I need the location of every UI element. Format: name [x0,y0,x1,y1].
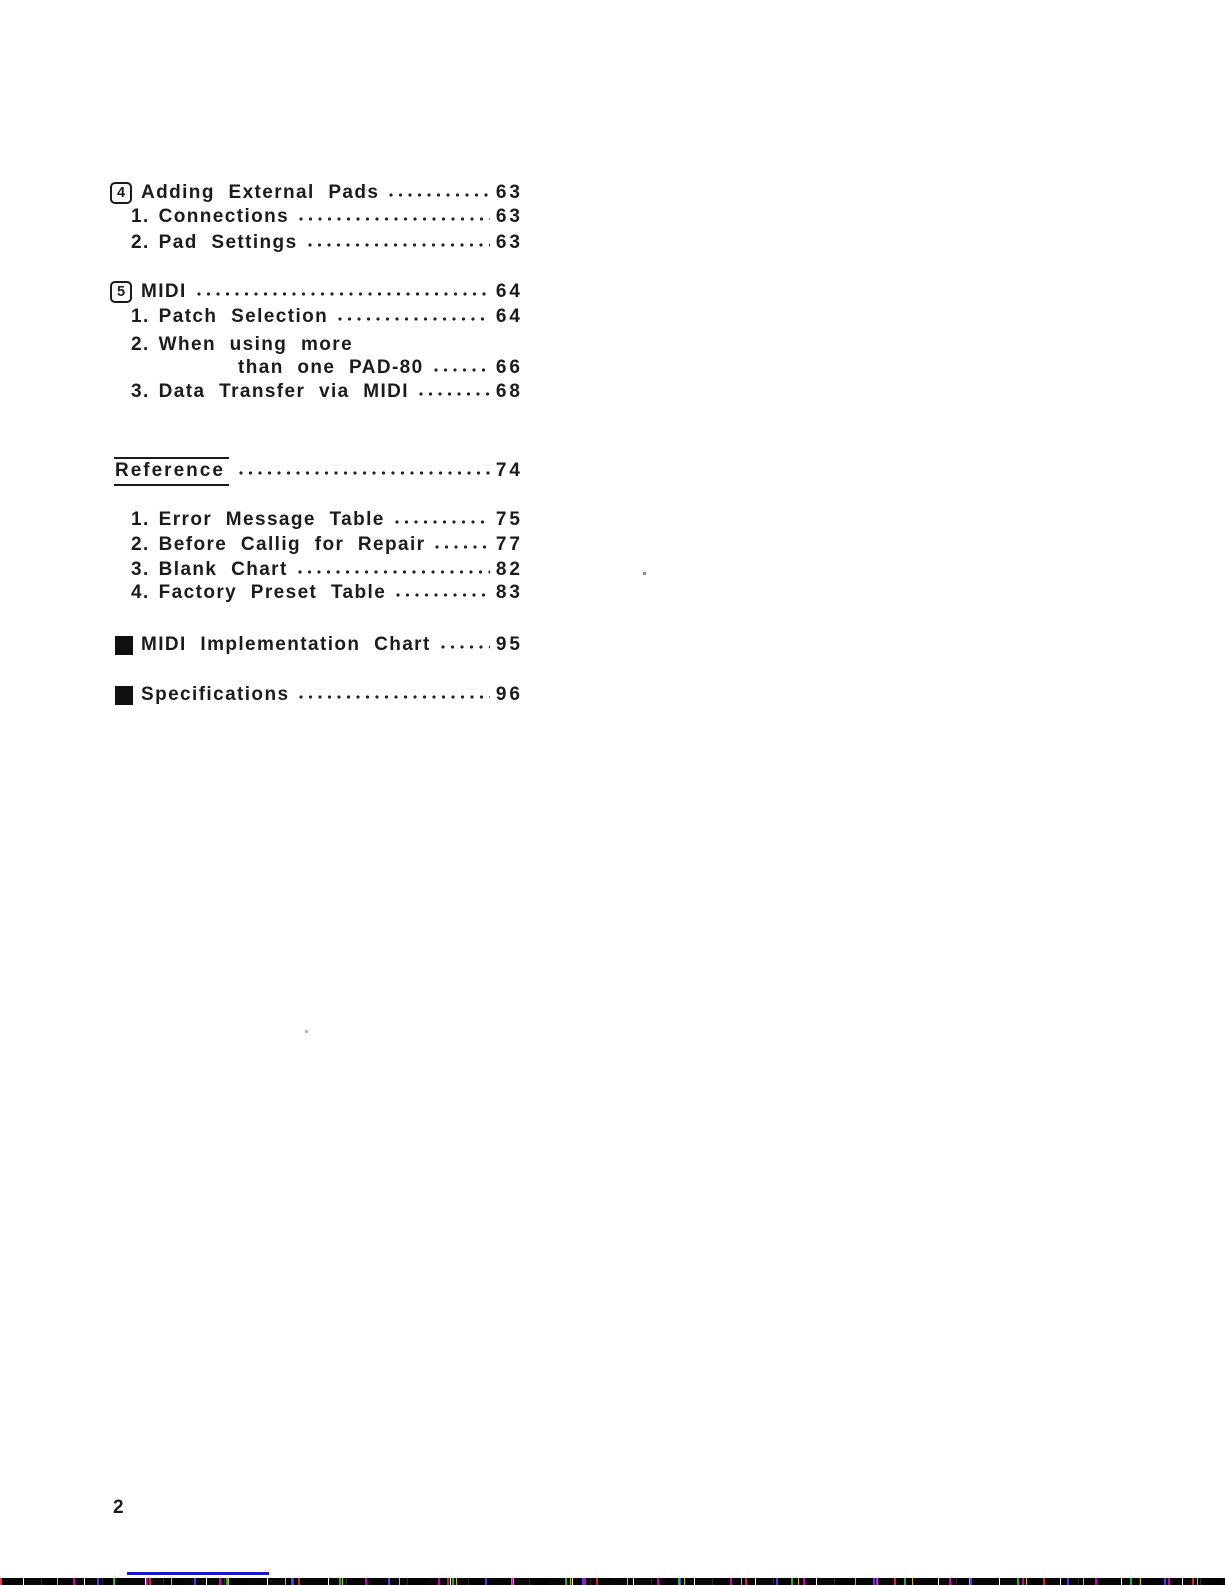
page-number: 63 [495,232,523,253]
page-number: 64 [495,306,523,327]
toc-entry-blank-chart [131,558,523,582]
page-number: 75 [495,509,523,530]
page-number: 82 [495,559,523,580]
scan-blue-line-artifact [127,1572,269,1575]
dot-leader [395,520,490,524]
item-number: 3. [131,381,150,402]
dot-leader [434,368,490,372]
dot-leader [239,471,490,475]
toc-entry-connections [131,205,523,229]
section-number-box: 5 [110,281,132,303]
dot-leader [197,292,490,296]
toc-entry-label: Before Callig for Repair [158,534,426,555]
page-number: 74 [495,460,523,481]
page-number: 63 [495,182,523,203]
toc-entry-label: Adding External Pads [141,182,380,203]
page-number: 64 [495,281,523,302]
toc-entry-label: Blank Chart [158,559,288,580]
toc-entry-adding-external-pads [110,181,523,205]
page-number: 95 [495,634,523,655]
toc-entry-than-one-pad-80 [238,356,523,380]
toc-entry-label: MIDI Implementation Chart [141,634,431,655]
toc-entry-label: Data Transfer via MIDI [158,381,409,402]
dot-leader [308,243,490,247]
page-number: 68 [495,381,523,402]
footer-page-number: 2 [113,1497,124,1518]
page-number: 63 [495,206,523,227]
toc-entry-label: Factory Preset Table [158,582,387,603]
dot-leader [396,593,490,597]
page-number: 77 [495,534,523,555]
scan-speck [305,1030,308,1033]
page-number: 66 [495,357,523,378]
item-number: 3. [131,559,150,580]
toc-entry-factory-preset-table [131,581,523,605]
scan-edge-noise-bar [0,1578,1225,1585]
section-number-box: 4 [110,182,132,204]
black-square-bullet-icon [115,686,133,705]
toc-entry-midi [110,280,523,304]
reference-heading: Reference [114,457,229,486]
page-number: 96 [495,684,523,705]
toc-entry-label: Connections [158,206,290,227]
toc-entry-label: Specifications [141,684,290,705]
toc-entry-label: than one PAD-80 [238,357,424,378]
item-number: 2. [131,534,150,555]
page-number: 83 [495,582,523,603]
toc-entry-before-callig-for-repair [131,533,523,557]
dot-leader [435,545,489,549]
toc-entry-data-transfer-via-midi [131,380,523,404]
dot-leader [298,570,490,574]
dot-leader [299,695,489,699]
item-number: 2. [131,334,150,355]
dot-leader [441,645,490,649]
toc-entry-when-using-more [131,333,523,357]
item-number: 1. [131,306,150,327]
dot-leader [299,217,490,221]
toc-entry-label: MIDI [141,281,187,302]
toc-entry-reference [114,457,523,485]
item-number: 4. [131,582,150,603]
item-number: 2. [131,232,150,253]
dot-leader [419,392,490,396]
toc-entry-midi-implementation-chart [115,633,523,657]
toc-entry-pad-settings [131,231,523,255]
toc-entry-specifications [115,683,523,707]
toc-entry-label: Pad Settings [158,232,298,253]
toc-entry-label: When using more [158,334,354,355]
scan-speck [643,572,646,575]
item-number: 1. [131,206,150,227]
toc-entry-label: Error Message Table [158,509,385,530]
dot-leader [389,193,489,197]
item-number: 1. [131,509,150,530]
toc-entry-error-message-table [131,508,523,532]
toc-entry-patch-selection [131,305,523,329]
black-square-bullet-icon [115,636,133,655]
toc-entry-label: Patch Selection [158,306,329,327]
dot-leader [338,317,490,321]
